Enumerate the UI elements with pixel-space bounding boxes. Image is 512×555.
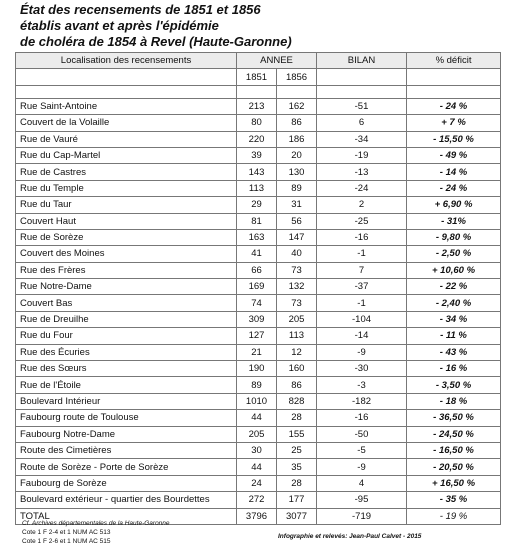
table-row: [16, 295, 501, 311]
row-1856: 132: [277, 279, 317, 295]
header-row: [16, 53, 501, 69]
row-location: Couvert Bas: [16, 295, 237, 311]
row-bilan: -3: [317, 377, 407, 393]
header-bilan: BILAN: [317, 53, 407, 69]
row-1856: 20: [277, 147, 317, 163]
table-row: [16, 147, 501, 163]
total-1856: 3077: [277, 508, 317, 524]
row-deficit: + 16,50 %: [407, 475, 501, 491]
row-1856: 56: [277, 213, 317, 229]
row-1856: 28: [277, 410, 317, 426]
row-bilan: 6: [317, 115, 407, 131]
row-bilan: -14: [317, 328, 407, 344]
row-deficit: - 9,80 %: [407, 229, 501, 245]
row-location: Rue de Vauré: [16, 131, 237, 147]
row-1856: 28: [277, 475, 317, 491]
source-archives: Cf. Archives départementales de la Haute-Garonne: [22, 520, 170, 527]
row-1851: 21: [237, 344, 277, 360]
subheader-blank: [317, 69, 407, 85]
row-bilan: -50: [317, 426, 407, 442]
row-1856: 73: [277, 295, 317, 311]
row-location: Rue Saint-Antoine: [16, 98, 237, 114]
row-location: Rue de l'Étoile: [16, 377, 237, 393]
title-line-2: établis avant et après l'épidémie: [20, 18, 219, 33]
row-deficit: + 7 %: [407, 115, 501, 131]
row-1856: 31: [277, 197, 317, 213]
table-row: [16, 492, 501, 508]
row-location: Rue du Temple: [16, 180, 237, 196]
row-1856: 162: [277, 98, 317, 114]
row-location: Faubourg Notre-Dame: [16, 426, 237, 442]
row-1851: 113: [237, 180, 277, 196]
row-deficit: - 24,50 %: [407, 426, 501, 442]
row-bilan: -1: [317, 246, 407, 262]
row-deficit: - 24 %: [407, 98, 501, 114]
row-deficit: - 20,50 %: [407, 459, 501, 475]
row-location: Rue des Écuries: [16, 344, 237, 360]
total-1851: 3796: [237, 508, 277, 524]
row-bilan: -37: [317, 279, 407, 295]
subheader-row: [16, 69, 501, 85]
row-1851: 309: [237, 311, 277, 327]
header-deficit: % déficit: [407, 53, 501, 69]
table-row: [16, 328, 501, 344]
row-1851: 66: [237, 262, 277, 278]
table-row: [16, 131, 501, 147]
total-bilan: -719: [317, 508, 407, 524]
row-location: Rue des Frères: [16, 262, 237, 278]
row-deficit: - 22 %: [407, 279, 501, 295]
row-1856: 205: [277, 311, 317, 327]
row-deficit: - 2,40 %: [407, 295, 501, 311]
table-row: [16, 246, 501, 262]
row-bilan: -16: [317, 410, 407, 426]
row-bilan: -1: [317, 295, 407, 311]
row-1856: 86: [277, 377, 317, 393]
row-1856: 186: [277, 131, 317, 147]
row-1851: 74: [237, 295, 277, 311]
row-deficit: + 6,90 %: [407, 197, 501, 213]
table-body: [16, 98, 501, 508]
row-bilan: -30: [317, 361, 407, 377]
table-row: [16, 279, 501, 295]
table-row: [16, 213, 501, 229]
table-row: [16, 98, 501, 114]
row-deficit: - 3,50 %: [407, 377, 501, 393]
row-bilan: -16: [317, 229, 407, 245]
row-location: Rue du Taur: [16, 197, 237, 213]
row-location: Rue de Dreuilhe: [16, 311, 237, 327]
row-bilan: 4: [317, 475, 407, 491]
row-bilan: -51: [317, 98, 407, 114]
table-row: [16, 311, 501, 327]
row-deficit: - 16,50 %: [407, 442, 501, 458]
spacer-row: [16, 85, 501, 98]
row-1851: 24: [237, 475, 277, 491]
row-1856: 155: [277, 426, 317, 442]
row-bilan: 7: [317, 262, 407, 278]
row-deficit: - 35 %: [407, 492, 501, 508]
row-location: Route de Sorèze - Porte de Sorèze: [16, 459, 237, 475]
row-bilan: -104: [317, 311, 407, 327]
row-location: Rue du Four: [16, 328, 237, 344]
row-bilan: -24: [317, 180, 407, 196]
row-1851: 143: [237, 164, 277, 180]
row-1851: 29: [237, 197, 277, 213]
row-location: Rue de Castres: [16, 164, 237, 180]
row-deficit: - 18 %: [407, 393, 501, 409]
table-row: [16, 459, 501, 475]
row-1856: 86: [277, 115, 317, 131]
row-1851: 81: [237, 213, 277, 229]
row-location: Couvert de la Volaille: [16, 115, 237, 131]
row-bilan: -182: [317, 393, 407, 409]
row-location: Rue du Cap-Martel: [16, 147, 237, 163]
row-location: Rue des Sœurs: [16, 361, 237, 377]
row-deficit: - 2,50 %: [407, 246, 501, 262]
row-1851: 39: [237, 147, 277, 163]
row-1851: 169: [237, 279, 277, 295]
row-location: Faubourg de Sorèze: [16, 475, 237, 491]
total-deficit: - 19 %: [407, 508, 501, 524]
row-bilan: -9: [317, 344, 407, 360]
row-deficit: - 43 %: [407, 344, 501, 360]
row-location: Boulevard extérieur - quartier des Bourdettes: [16, 492, 237, 508]
row-1856: 828: [277, 393, 317, 409]
header-location: Localisation des recensements: [16, 53, 237, 69]
table-row: [16, 164, 501, 180]
document-title: [20, 2, 500, 50]
source-note: [22, 519, 170, 546]
row-location: Route des Cimetières: [16, 442, 237, 458]
table-row: [16, 180, 501, 196]
row-deficit: - 36,50 %: [407, 410, 501, 426]
row-1856: 25: [277, 442, 317, 458]
table-row: [16, 229, 501, 245]
table-row: [16, 442, 501, 458]
row-1856: 73: [277, 262, 317, 278]
title-line-1: État des recensements de 1851 et 1856: [20, 2, 261, 17]
row-deficit: - 31%: [407, 213, 501, 229]
row-1856: 177: [277, 492, 317, 508]
row-bilan: -9: [317, 459, 407, 475]
row-deficit: + 10,60 %: [407, 262, 501, 278]
source-cote-2: Cote 1 F 2-6 et 1 NUM AC 515: [22, 538, 111, 545]
row-deficit: - 14 %: [407, 164, 501, 180]
row-1856: 40: [277, 246, 317, 262]
total-label: TOTAL: [16, 508, 237, 524]
row-1851: 163: [237, 229, 277, 245]
row-1851: 190: [237, 361, 277, 377]
row-bilan: -13: [317, 164, 407, 180]
row-bilan: -95: [317, 492, 407, 508]
row-1851: 205: [237, 426, 277, 442]
table-row: [16, 344, 501, 360]
row-1851: 127: [237, 328, 277, 344]
row-location: Faubourg route de Toulouse: [16, 410, 237, 426]
row-1851: 80: [237, 115, 277, 131]
row-location: Couvert Haut: [16, 213, 237, 229]
row-1851: 272: [237, 492, 277, 508]
row-1856: 130: [277, 164, 317, 180]
row-1856: 12: [277, 344, 317, 360]
row-1851: 1010: [237, 393, 277, 409]
row-1856: 89: [277, 180, 317, 196]
table-row: [16, 377, 501, 393]
header-1851: 1851: [237, 69, 277, 85]
row-location: Couvert des Moines: [16, 246, 237, 262]
table-row: [16, 475, 501, 491]
row-1851: 213: [237, 98, 277, 114]
table-row: [16, 361, 501, 377]
row-bilan: 2: [317, 197, 407, 213]
row-1856: 113: [277, 328, 317, 344]
subheader-blank: [407, 69, 501, 85]
row-location: Rue de Sorèze: [16, 229, 237, 245]
row-1851: 220: [237, 131, 277, 147]
row-1851: 44: [237, 459, 277, 475]
row-deficit: - 15,50 %: [407, 131, 501, 147]
census-table: [15, 52, 501, 525]
table-row: [16, 115, 501, 131]
source-cote-1: Cote 1 F 2-4 et 1 NUM AC 513: [22, 529, 111, 536]
table-row: [16, 426, 501, 442]
row-deficit: - 16 %: [407, 361, 501, 377]
row-bilan: -34: [317, 131, 407, 147]
subheader-blank: [16, 69, 237, 85]
row-deficit: - 24 %: [407, 180, 501, 196]
row-bilan: -5: [317, 442, 407, 458]
row-1851: 89: [237, 377, 277, 393]
table-row: [16, 393, 501, 409]
header-1856: 1856: [277, 69, 317, 85]
row-1851: 41: [237, 246, 277, 262]
row-location: Rue Notre-Dame: [16, 279, 237, 295]
row-1856: 35: [277, 459, 317, 475]
credit-note: Infographie et relevés: Jean-Paul Calvet - 2015: [278, 533, 422, 540]
row-1851: 30: [237, 442, 277, 458]
row-1856: 160: [277, 361, 317, 377]
row-1856: 147: [277, 229, 317, 245]
row-bilan: -19: [317, 147, 407, 163]
row-bilan: -25: [317, 213, 407, 229]
table-row: [16, 410, 501, 426]
table-row: [16, 197, 501, 213]
row-deficit: - 11 %: [407, 328, 501, 344]
row-location: Boulevard Intérieur: [16, 393, 237, 409]
row-1851: 44: [237, 410, 277, 426]
title-line-3: de choléra de 1854 à Revel (Haute-Garonne): [20, 34, 292, 49]
row-deficit: - 49 %: [407, 147, 501, 163]
row-deficit: - 34 %: [407, 311, 501, 327]
header-year: ANNEE: [237, 53, 317, 69]
table-row: [16, 262, 501, 278]
